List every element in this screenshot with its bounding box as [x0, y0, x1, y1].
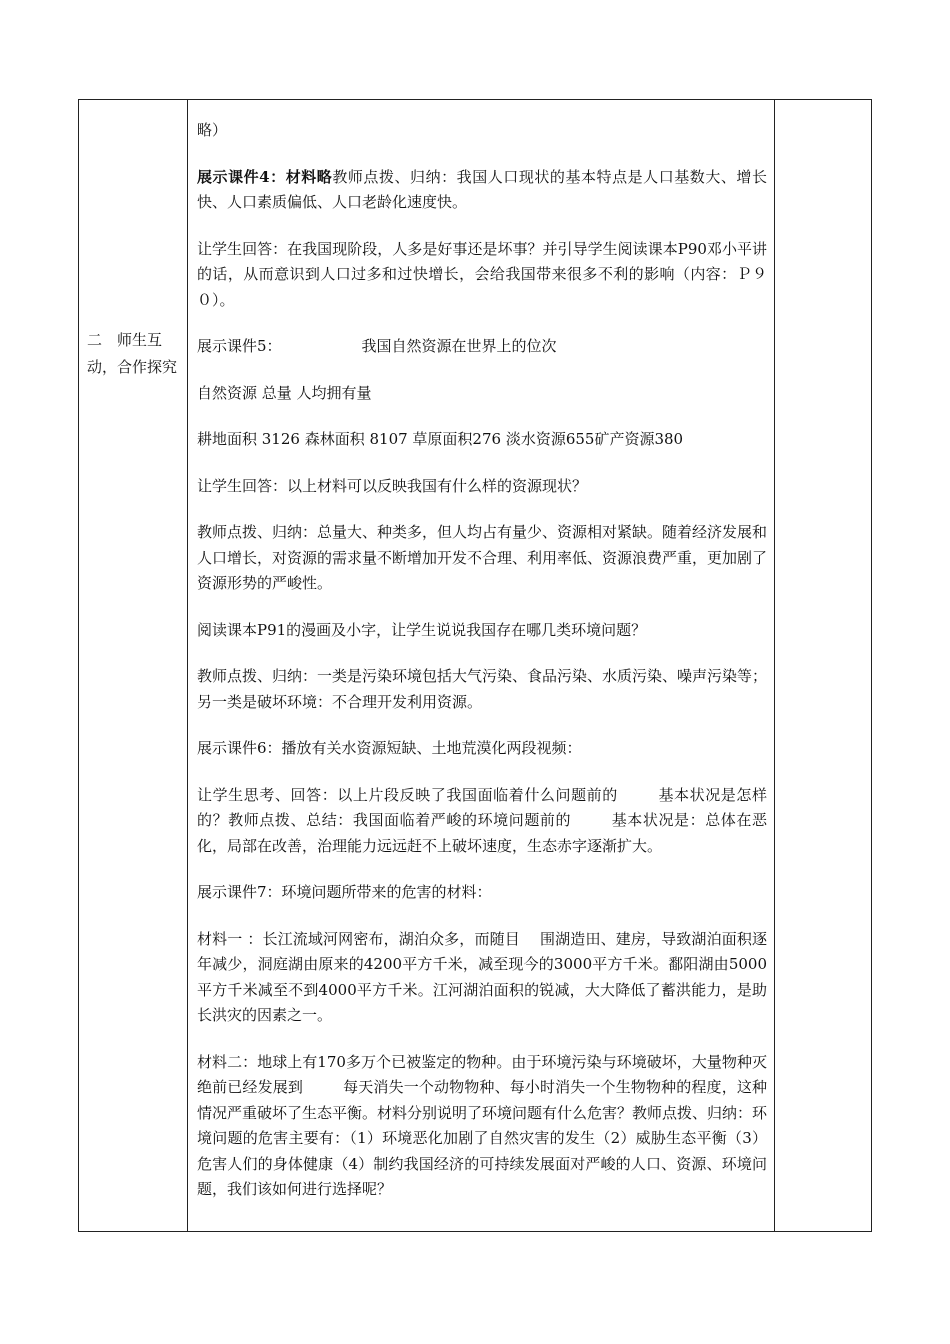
courseware-4-title: 展示课件4：材料略: [197, 167, 333, 186]
paragraph-2: 让学生回答：在我国现阶段，人多是好事还是坏事？并引导学生阅读课本P90邓小平讲的话，从而意识到人口过多和过快增长，会给我国带来很多不利的影响（内容：Ｐ９０）。: [197, 239, 767, 309]
paragraph-6: 让学生回答：以上材料可以反映我国有什么样的资源现状？: [197, 476, 588, 495]
column-divider-right: [774, 100, 775, 1231]
paragraph-5: 耕地面积 3126 森林面积 8107 草原面积276 淡水资源655矿产资源380: [197, 430, 684, 448]
column-divider-left: [187, 100, 188, 1231]
paragraph-4: 自然资源 总量 人均拥有量: [197, 383, 372, 402]
paragraph-14: [197, 1050, 767, 1203]
paragraph-8: 阅读课本P91的漫画及小字，让学生说说我国存在哪几类环境问题？: [197, 620, 647, 639]
lesson-table: [78, 99, 872, 1232]
paragraph-11: [197, 783, 767, 860]
lesson-content: [197, 118, 767, 1224]
paragraph-14-part-a: 材料二：地球上有170多万个已被鉴定的物种。由于环境污染与环境破坏，大量物种灭绝前已经发展到: [197, 1052, 767, 1096]
paragraph-11-part-a: 让学生思考、回答：以上片段反映了我国面临着什么问题前的: [197, 785, 618, 804]
paragraph-0: 略）: [197, 121, 228, 139]
paragraph-14-part-b: 每天消失一个动物物种、每小时消失一个生物物种的程度，这种情况严重破坏了生态平衡。材料分别说明了环境问题有什么危害？教师点拨、归纳：环境问题的危害主要有：（1）环境恶化加剧了自然灾害的发生（2）威胁生态平衡（3）危害人们的身体健康（4）制约我国经济的可持续发展面对严峻的人口、资源、环境问题，我们该如何进行选择呢？: [197, 1078, 768, 1198]
paragraph-9: 教师点拨、归纳：一类是污染环境包括大气污染、食品污染、水质污染、噪声污染等；另一类是破坏环境：不合理开发利用资源。: [197, 667, 768, 711]
paragraph-12: 展示课件7：环境问题所带来的危害的材料：: [197, 883, 492, 901]
paragraph-11-part-b: 基本状况是怎样的？教师点拨、总结：我国面临着严峻的环境问题前的: [197, 785, 767, 829]
paragraph-10: 展示课件6：播放有关水资源短缺、土地荒漠化两段视频：: [197, 739, 582, 757]
paragraph-13: [197, 927, 767, 1029]
paragraph-1: [197, 165, 767, 216]
paragraph-1-text: 教师点拨、归纳：我国人口现状的基本特点是人口基数大、增长快、人口素质偏低、人口老龄化速度快。: [197, 167, 767, 211]
paragraph-3: [197, 334, 767, 360]
paragraph-13-part-a: 材料一 ：长江流域河网密布，湖泊众多，而随目: [197, 929, 520, 948]
courseware-5-title: 展示课件5：: [197, 337, 282, 355]
courseware-5-subtitle: 我国自然资源在世界上的位次: [361, 337, 557, 355]
section-label: 二 师生互动，合作探究: [87, 331, 178, 376]
paragraph-11-part-c: 基本状况是：总体在恶化，局部在改善，治理能力远远赶不上破坏速度，生态赤字逐渐扩大。: [197, 811, 767, 855]
paragraph-13-part-b: 围湖造田、建房，导致湖泊面积逐年减少，洞庭湖由原来的4200平方千米，减至现今的3000平方千米。鄱阳湖由5000平方千米减至不到4000平方千米。江河湖泊面积的锐减，大大降低了蓄洪能力，是助长洪灾的因素之一。: [197, 929, 767, 1024]
paragraph-7: 教师点拨、归纳：总量大、种类多，但人均占有量少、资源相对紧缺。随着经济发展和人口增长，对资源的需求量不断增加开发不合理、利用率低、资源浪费严重，更加剧了资源形势的严峻性。: [197, 523, 768, 592]
